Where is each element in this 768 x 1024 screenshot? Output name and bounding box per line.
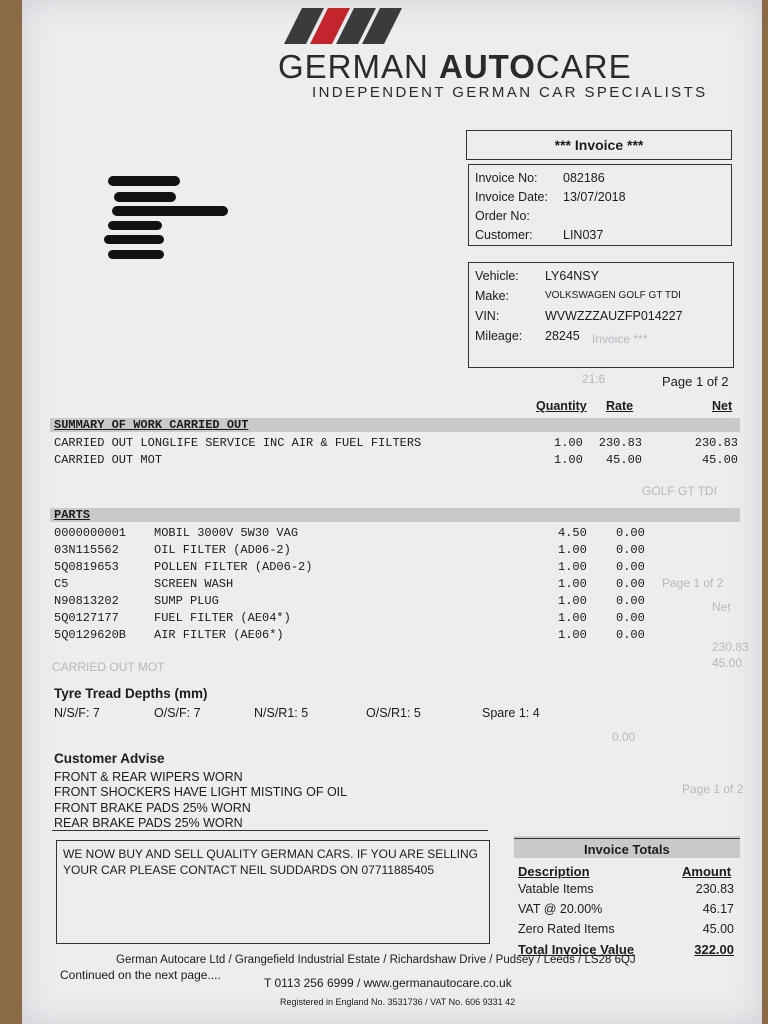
- invoice-info-box: [468, 164, 732, 246]
- continued-note: Continued on the next page....: [60, 968, 221, 982]
- invoice-date-label: Invoice Date:: [475, 190, 548, 204]
- tyre-osf: O/S/F: 7: [154, 706, 201, 720]
- vin-value: WVWZZZAUZFP014227: [545, 309, 683, 323]
- tyre-spare: Spare 1: 4: [482, 706, 540, 720]
- part-rate: 0.00: [616, 594, 645, 608]
- work-rate: 230.83: [598, 436, 642, 450]
- ghost-text: Page 1 of 2: [662, 576, 724, 590]
- customer-advise-title: Customer Advise: [54, 751, 165, 766]
- part-rate: 0.00: [616, 628, 645, 642]
- totals-row-value: 46.17: [702, 902, 734, 916]
- totals-amount-header: Amount: [682, 864, 732, 879]
- part-qty: 1.00: [558, 611, 587, 625]
- ghost-text: 0.00: [612, 730, 636, 744]
- advise-line: REAR BRAKE PADS 25% WORN: [54, 816, 243, 830]
- totals-row-label: VAT @ 20.00%: [518, 902, 603, 916]
- invoice-paper: [22, 0, 762, 1024]
- customer-value: LIN037: [563, 228, 604, 242]
- parts-header-band: [50, 508, 740, 522]
- part-code: C5: [54, 577, 69, 591]
- invoice-title-box: [466, 130, 732, 160]
- work-net: 230.83: [694, 436, 738, 450]
- vehicle-info-box: [468, 262, 734, 368]
- part-code: 5Q0127177: [54, 611, 119, 625]
- rate-header: Rate: [606, 399, 634, 413]
- part-code: 03N115562: [54, 543, 119, 557]
- ghost-text: CARRIED OUT MOT: [52, 660, 165, 674]
- part-description: MOBIL 3000V 5W30 VAG: [154, 526, 299, 540]
- part-description: SUMP PLUG: [154, 594, 219, 608]
- part-description: AIR FILTER (AE06*): [154, 628, 284, 642]
- vin-label: VIN:: [475, 309, 500, 323]
- part-qty: 1.00: [558, 577, 587, 591]
- work-rate: 45.00: [605, 453, 642, 467]
- make-value: VOLKSWAGEN GOLF GT TDI: [545, 290, 681, 301]
- part-rate: 0.00: [616, 526, 645, 540]
- vehicle-value: LY64NSY: [545, 269, 599, 283]
- part-rate: 0.00: [616, 611, 645, 625]
- totals-top-rule: [514, 838, 740, 839]
- ghost-text: Invoice ***: [592, 332, 648, 346]
- ghost-text: GOLF GT TDI: [642, 484, 717, 498]
- part-description: POLLEN FILTER (AD06-2): [154, 560, 313, 574]
- part-code: N90813202: [54, 594, 119, 608]
- part-description: FUEL FILTER (AE04*): [154, 611, 291, 625]
- total-invoice-label: Total Invoice Value: [518, 942, 635, 957]
- work-net: 45.00: [701, 453, 738, 467]
- tyre-osr1: O/S/R1: 5: [366, 706, 421, 720]
- part-code: 5Q0129620B: [54, 628, 127, 642]
- order-no-label: Order No:: [475, 209, 530, 223]
- notice-box: [56, 840, 490, 944]
- invoice-no-label: Invoice No:: [475, 171, 538, 185]
- work-qty: 1.00: [554, 453, 583, 467]
- totals-row-value: 230.83: [695, 882, 734, 896]
- mileage-value: 28245: [545, 329, 580, 343]
- part-description: SCREEN WASH: [154, 577, 234, 591]
- invoice-date-value: 13/07/2018: [563, 190, 626, 204]
- part-rate: 0.00: [616, 543, 645, 557]
- total-invoice-value: 322.00: [694, 942, 734, 957]
- part-qty: 1.00: [558, 594, 587, 608]
- ghost-text: Page 1 of 2: [682, 782, 744, 796]
- part-description: OIL FILTER (AD06-2): [154, 543, 291, 557]
- customer-label: Customer:: [475, 228, 533, 242]
- ghost-text: Net: [712, 600, 731, 614]
- brand-name: GERMAN AUTOCARE: [278, 48, 632, 85]
- page-indicator: Page 1 of 2: [662, 374, 729, 389]
- part-qty: 4.50: [558, 526, 587, 540]
- ghost-text: 45.00: [712, 656, 743, 670]
- part-qty: 1.00: [558, 543, 587, 557]
- quantity-header: Quantity: [536, 399, 587, 413]
- work-desc: CARRIED OUT MOT: [54, 453, 163, 467]
- advise-line: FRONT & REAR WIPERS WORN: [54, 770, 243, 784]
- invoice-title: *** Invoice ***: [554, 137, 644, 153]
- footer-address: German Autocare Ltd / Grangefield Industrial Estate / Richardshaw Drive / Pudsey / Leeds / LS28 6QJ: [116, 954, 636, 966]
- part-code: 5Q0819653: [54, 560, 119, 574]
- make-label: Make:: [475, 289, 510, 303]
- ghost-text: 230.83: [712, 640, 749, 654]
- net-header: Net: [712, 399, 733, 413]
- parts-section-title: PARTS: [54, 508, 91, 522]
- part-qty: 1.00: [558, 628, 587, 642]
- advise-line: FRONT SHOCKERS HAVE LIGHT MISTING OF OIL: [54, 785, 348, 799]
- footer-registered: Registered in England No. 3531736 / VAT No. 606 9331 42: [280, 997, 516, 1007]
- ghost-text: 21:6: [582, 372, 606, 386]
- advise-line: FRONT BRAKE PADS 25% WORN: [54, 801, 251, 815]
- mileage-label: Mileage:: [475, 329, 523, 343]
- totals-row-label: Zero Rated Items: [518, 922, 615, 936]
- notice-line-1: WE NOW BUY AND SELL QUALITY GERMAN CARS. IF YOU ARE SELLING: [63, 847, 478, 861]
- part-qty: 1.00: [558, 560, 587, 574]
- tyre-tread-title: Tyre Tread Depths (mm): [54, 686, 208, 701]
- notice-line-2: YOUR CAR PLEASE CONTACT NEIL SUDDARDS ON 07711885405: [63, 863, 435, 877]
- work-desc: CARRIED OUT LONGLIFE SERVICE INC AIR & FUEL FILTERS: [54, 436, 422, 450]
- part-rate: 0.00: [616, 560, 645, 574]
- advise-divider: [52, 830, 488, 831]
- part-rate: 0.00: [616, 577, 645, 591]
- invoice-no-value: 082186: [563, 171, 605, 185]
- work-qty: 1.00: [554, 436, 583, 450]
- totals-row-label: Vatable Items: [518, 882, 594, 896]
- totals-description-header: Description: [518, 864, 590, 879]
- tyre-nsr1: N/S/R1: 5: [254, 706, 309, 720]
- part-code: 0000000001: [54, 526, 127, 540]
- totals-title: Invoice Totals: [584, 842, 670, 857]
- work-section-title: SUMMARY OF WORK CARRIED OUT: [54, 418, 249, 432]
- footer-contact: T 0113 256 6999 / www.germanautocare.co.uk: [264, 976, 512, 990]
- brand-logo-icon: [284, 8, 404, 48]
- totals-row-value: 45.00: [702, 922, 734, 936]
- tyre-nsf: N/S/F: 7: [54, 706, 100, 720]
- brand-tagline: INDEPENDENT GERMAN CAR SPECIALISTS: [312, 84, 708, 101]
- vehicle-label: Vehicle:: [475, 269, 519, 283]
